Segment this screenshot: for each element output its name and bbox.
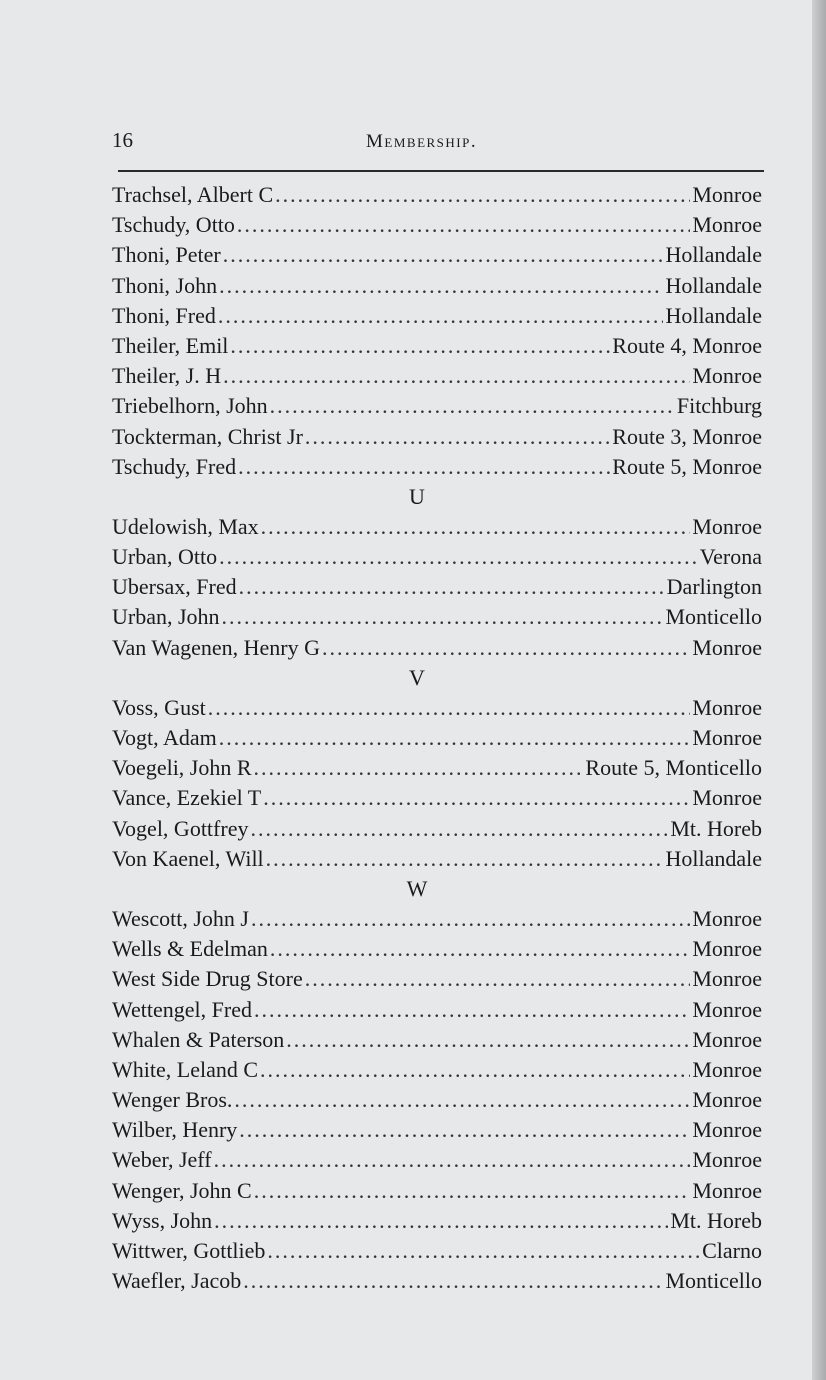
member-place: Route 4, Monroe bbox=[612, 332, 762, 358]
member-place: Hollandale bbox=[665, 302, 762, 328]
dot-leader bbox=[239, 572, 665, 602]
member-entry bbox=[112, 512, 762, 542]
member-name: West Side Drug Store bbox=[112, 966, 303, 992]
member-entry bbox=[112, 180, 762, 210]
member-entry bbox=[112, 602, 762, 632]
member-name: Theiler, Emil bbox=[112, 332, 229, 358]
member-place: Verona bbox=[699, 544, 762, 570]
member-name: Vance, Ezekiel T bbox=[112, 785, 262, 811]
member-place: Route 5, Monticello bbox=[585, 755, 762, 781]
dot-leader bbox=[219, 723, 691, 753]
member-name: Weber, Jeff bbox=[112, 1147, 212, 1173]
member-name: Whalen & Paterson bbox=[112, 1026, 285, 1052]
dot-leader bbox=[250, 814, 668, 844]
member-entry bbox=[112, 964, 762, 994]
dot-leader bbox=[230, 331, 610, 361]
dot-leader bbox=[238, 452, 610, 482]
member-entry bbox=[112, 452, 762, 482]
member-entry bbox=[112, 271, 762, 301]
member-entry bbox=[112, 1085, 762, 1115]
member-name: White, Leland C bbox=[112, 1056, 259, 1082]
dot-leader bbox=[251, 904, 690, 934]
member-name: Wittwer, Gottlieb bbox=[112, 1238, 266, 1263]
member-name: Voegeli, John R bbox=[112, 755, 252, 781]
member-place: Monroe bbox=[692, 996, 762, 1022]
member-place: Monroe bbox=[692, 1117, 762, 1143]
dot-leader bbox=[261, 512, 691, 542]
member-entry bbox=[112, 1206, 762, 1236]
member-place: Monticello bbox=[665, 1268, 762, 1294]
dot-leader bbox=[260, 1055, 690, 1085]
dot-leader bbox=[208, 693, 691, 723]
member-entry bbox=[112, 814, 762, 844]
dot-leader bbox=[243, 1266, 663, 1296]
member-entry bbox=[112, 753, 762, 783]
member-entry bbox=[112, 1055, 762, 1085]
member-place: Monroe bbox=[692, 1026, 762, 1052]
dot-leader bbox=[286, 1025, 690, 1055]
member-name: Wyss, John bbox=[112, 1207, 213, 1233]
member-place: Hollandale bbox=[665, 242, 762, 268]
member-place: Darlington bbox=[666, 574, 762, 600]
member-place: Monroe bbox=[692, 182, 762, 207]
member-place: Hollandale bbox=[665, 845, 762, 871]
member-name: Wenger Bros. bbox=[112, 1087, 233, 1113]
member-place: Fitchburg bbox=[676, 393, 762, 419]
member-place: Monroe bbox=[692, 966, 762, 992]
member-place: Monticello bbox=[665, 604, 762, 630]
member-entry bbox=[112, 331, 762, 361]
member-entry bbox=[112, 422, 762, 452]
member-name: Von Kaenel, Will bbox=[112, 845, 264, 871]
member-entry bbox=[112, 391, 762, 421]
dot-leader bbox=[263, 783, 690, 813]
member-place: Monroe bbox=[692, 513, 762, 539]
member-name: Thoni, John bbox=[112, 272, 218, 298]
member-name: Voss, Gust bbox=[112, 694, 206, 720]
member-place: Hollandale bbox=[665, 272, 762, 298]
member-entry bbox=[112, 934, 762, 964]
member-name: Vogel, Gottfrey bbox=[112, 815, 249, 841]
member-place: Monroe bbox=[692, 905, 762, 931]
member-entry bbox=[112, 783, 762, 813]
member-entry bbox=[112, 542, 762, 572]
member-name: Wenger, John C bbox=[112, 1177, 252, 1203]
member-entry bbox=[112, 572, 762, 602]
dot-leader bbox=[267, 1236, 700, 1266]
member-name: Wilber, Henry bbox=[112, 1117, 238, 1143]
section-letter-u: U bbox=[409, 483, 425, 509]
member-name: Tockterman, Christ Jr bbox=[112, 423, 303, 449]
dot-leader bbox=[270, 934, 690, 964]
member-name: Trachsel, Albert C bbox=[112, 182, 274, 207]
page-edge bbox=[812, 0, 826, 1380]
member-name: Urban, John bbox=[112, 604, 220, 630]
dot-leader bbox=[223, 240, 664, 270]
dot-leader bbox=[218, 301, 664, 331]
member-place: Monroe bbox=[692, 725, 762, 750]
member-name: Waefler, Jacob bbox=[112, 1268, 242, 1294]
member-entry bbox=[112, 1025, 762, 1055]
member-place: Monroe bbox=[692, 1087, 762, 1113]
dot-leader bbox=[222, 602, 664, 632]
member-place: Monroe bbox=[692, 785, 762, 811]
member-place: Route 3, Monroe bbox=[612, 423, 762, 449]
member-name: Triebelhorn, John bbox=[112, 393, 268, 419]
member-entry bbox=[112, 633, 762, 663]
member-place: Monroe bbox=[692, 936, 762, 962]
member-name: Tschudy, Fred bbox=[112, 453, 237, 479]
dot-leader bbox=[305, 422, 610, 452]
member-name: Thoni, Peter bbox=[112, 242, 221, 268]
dot-leader bbox=[254, 753, 584, 783]
member-entry bbox=[112, 1266, 762, 1296]
member-entry bbox=[112, 361, 762, 391]
section-letter-w: W bbox=[406, 875, 428, 901]
dot-leader bbox=[237, 210, 690, 240]
member-entry bbox=[112, 844, 762, 874]
member-place: Monroe bbox=[692, 694, 762, 720]
member-entry bbox=[112, 210, 762, 240]
member-place: Route 5, Monroe bbox=[612, 453, 762, 479]
member-entry bbox=[112, 1115, 762, 1145]
member-place: Monroe bbox=[692, 1056, 762, 1082]
dot-leader bbox=[254, 995, 690, 1025]
member-name: Ubersax, Fred bbox=[112, 574, 237, 600]
member-name: Urban, Otto bbox=[112, 544, 218, 570]
member-name: Vogt, Adam bbox=[112, 725, 217, 750]
dot-leader bbox=[275, 180, 690, 210]
member-entry bbox=[112, 995, 762, 1025]
member-place: Monroe bbox=[692, 634, 762, 660]
member-name: Thoni, Fred bbox=[112, 302, 216, 328]
running-head: Membership. bbox=[366, 131, 478, 152]
dot-leader bbox=[266, 844, 664, 874]
member-name: Tschudy, Otto bbox=[112, 212, 235, 238]
member-place: Mt. Horeb bbox=[670, 815, 762, 841]
header-rule bbox=[118, 170, 764, 172]
member-place: Mt. Horeb bbox=[670, 1207, 762, 1233]
dot-leader bbox=[219, 542, 698, 572]
member-name: Udelowish, Max bbox=[112, 513, 259, 539]
member-place: Monroe bbox=[692, 1147, 762, 1173]
member-entry bbox=[112, 1236, 762, 1266]
membership-list bbox=[112, 180, 762, 1296]
member-name: Van Wagenen, Henry G bbox=[112, 634, 320, 660]
member-place: Monroe bbox=[692, 212, 762, 238]
member-name: Wescott, John J bbox=[112, 905, 249, 931]
member-entry bbox=[112, 904, 762, 934]
member-place: Monroe bbox=[692, 363, 762, 389]
dot-leader bbox=[305, 964, 691, 994]
member-entry bbox=[112, 693, 762, 723]
member-name: Wells & Edelman bbox=[112, 936, 268, 962]
dot-leader bbox=[254, 1176, 691, 1206]
page-number: 16 bbox=[112, 128, 133, 152]
member-entry bbox=[112, 1176, 762, 1206]
dot-leader bbox=[219, 271, 663, 301]
member-place: Clarno bbox=[702, 1238, 762, 1263]
dot-leader bbox=[223, 361, 690, 391]
member-entry bbox=[112, 240, 762, 270]
dot-leader bbox=[270, 391, 675, 421]
member-entry bbox=[112, 1145, 762, 1175]
member-place: Monroe bbox=[692, 1177, 762, 1203]
member-name: Theiler, J. H bbox=[112, 363, 222, 389]
member-entry bbox=[112, 723, 762, 753]
member-name: Wettengel, Fred bbox=[112, 996, 252, 1022]
section-letter-v: V bbox=[409, 664, 425, 690]
dot-leader bbox=[234, 1085, 690, 1115]
dot-leader bbox=[214, 1145, 691, 1175]
dot-leader bbox=[214, 1206, 668, 1236]
dot-leader bbox=[322, 633, 690, 663]
member-entry bbox=[112, 301, 762, 331]
dot-leader bbox=[239, 1115, 690, 1145]
